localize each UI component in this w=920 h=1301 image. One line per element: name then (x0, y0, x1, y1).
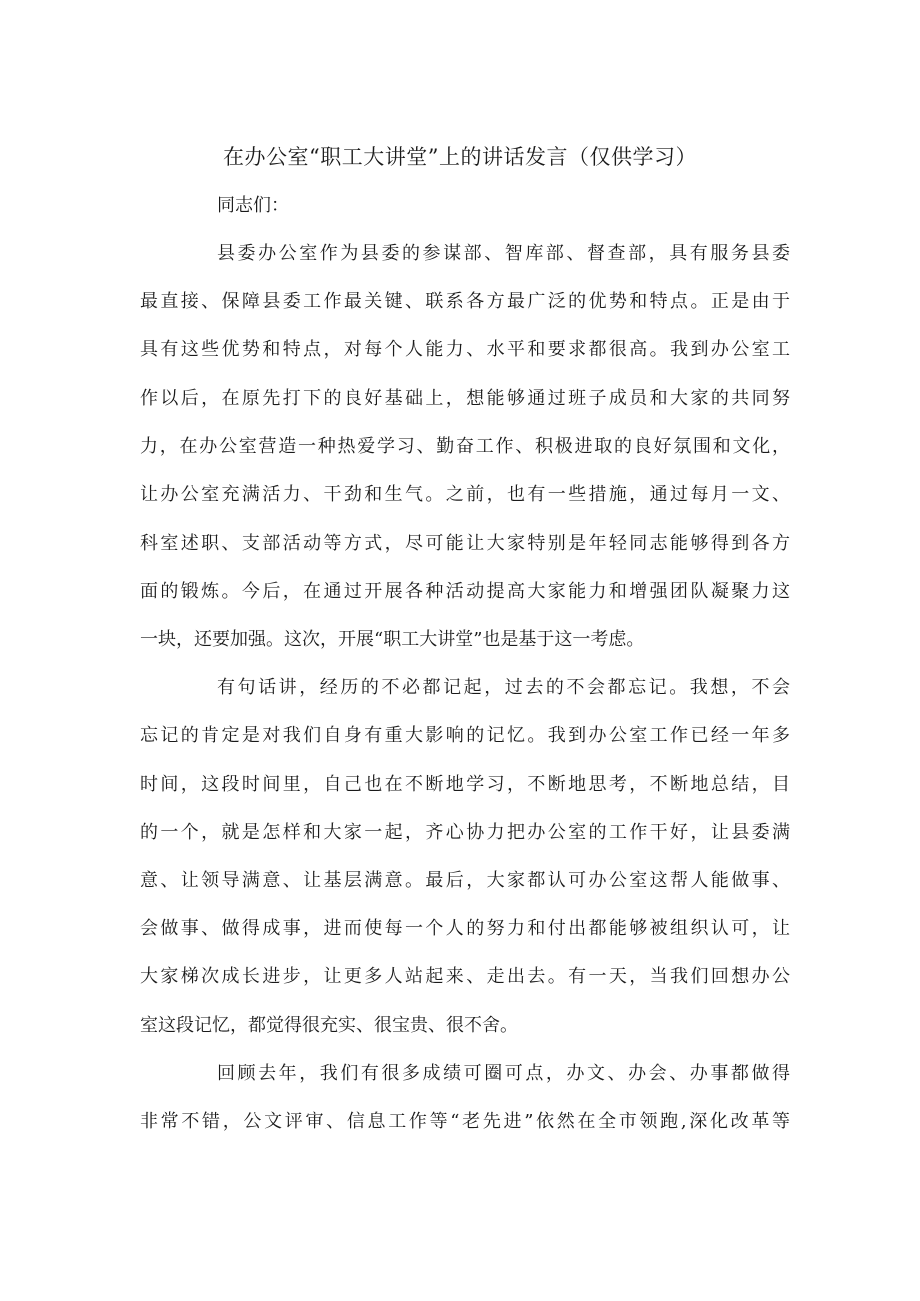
paragraph-line: 时间，这段时间里，自己也在不断地学习，不断地思考，不断地总结，目 (140, 774, 790, 795)
salutation: 同志们： (217, 195, 289, 216)
paragraph-line: 大家梯次成长进步，让更多人站起来、走出去。有一天，当我们回想办公 (140, 966, 790, 987)
paragraph-line: 非常不错，公文评审、信息工作等“老先进”依然在全市领跑,深化改革等 (140, 1111, 790, 1132)
paragraph-line: 室这段记忆，都觉得很充实、很宝贵、很不舍。 (140, 1015, 518, 1036)
paragraph-line: 县委办公室作为县委的参谋部、智库部、督查部，具有服务县委 (217, 243, 790, 264)
paragraph-line: 忘记的肯定是对我们自身有重大影响的记忆。我到办公室工作已经一年多 (140, 725, 790, 746)
paragraph-line: 让办公室充满活力、干劲和生气。之前，也有一些措施，通过每月一文、 (140, 484, 790, 505)
paragraph-line: 回顾去年，我们有很多成绩可圈可点，办文、办会、办事都做得 (217, 1063, 790, 1084)
paragraph-line: 科室述职、支部活动等方式，尽可能让大家特别是年轻同志能够得到各方 (140, 533, 790, 554)
paragraph-line: 有句话讲，经历的不必都记起，过去的不会都忘记。我想，不会 (217, 677, 790, 698)
paragraph-line: 具有这些优势和特点，对每个人能力、水平和要求都很高。我到办公室工 (140, 339, 790, 360)
document-title: 在办公室“职工大讲堂”上的讲话发言（仅供学习） (223, 145, 697, 169)
paragraph-line: 的一个，就是怎样和大家一起，齐心协力把办公室的工作干好，让县委满 (140, 822, 790, 843)
paragraph-line: 力，在办公室营造一种热爱学习、勤奋工作、积极进取的良好氛围和文化， (140, 436, 790, 457)
paragraph-line: 作以后，在原先打下的良好基础上，想能够通过班子成员和大家的共同努 (140, 388, 790, 409)
paragraph-line: 最直接、保障县委工作最关键、联系各方最广泛的优势和特点。正是由于 (140, 291, 790, 312)
paragraph-line: 一块，还要加强。这次，开展“职工大讲堂”也是基于这一考虑。 (140, 629, 645, 650)
paragraph-line: 意、让领导满意、让基层满意。最后，大家都认可办公室这帮人能做事、 (140, 870, 790, 891)
paragraph-line: 面的锻炼。今后，在通过开展各种活动提高大家能力和增强团队凝聚力这 (140, 581, 790, 602)
paragraph-line: 会做事、做得成事，进而使每一个人的努力和付出都能够被组织认可，让 (140, 918, 790, 939)
